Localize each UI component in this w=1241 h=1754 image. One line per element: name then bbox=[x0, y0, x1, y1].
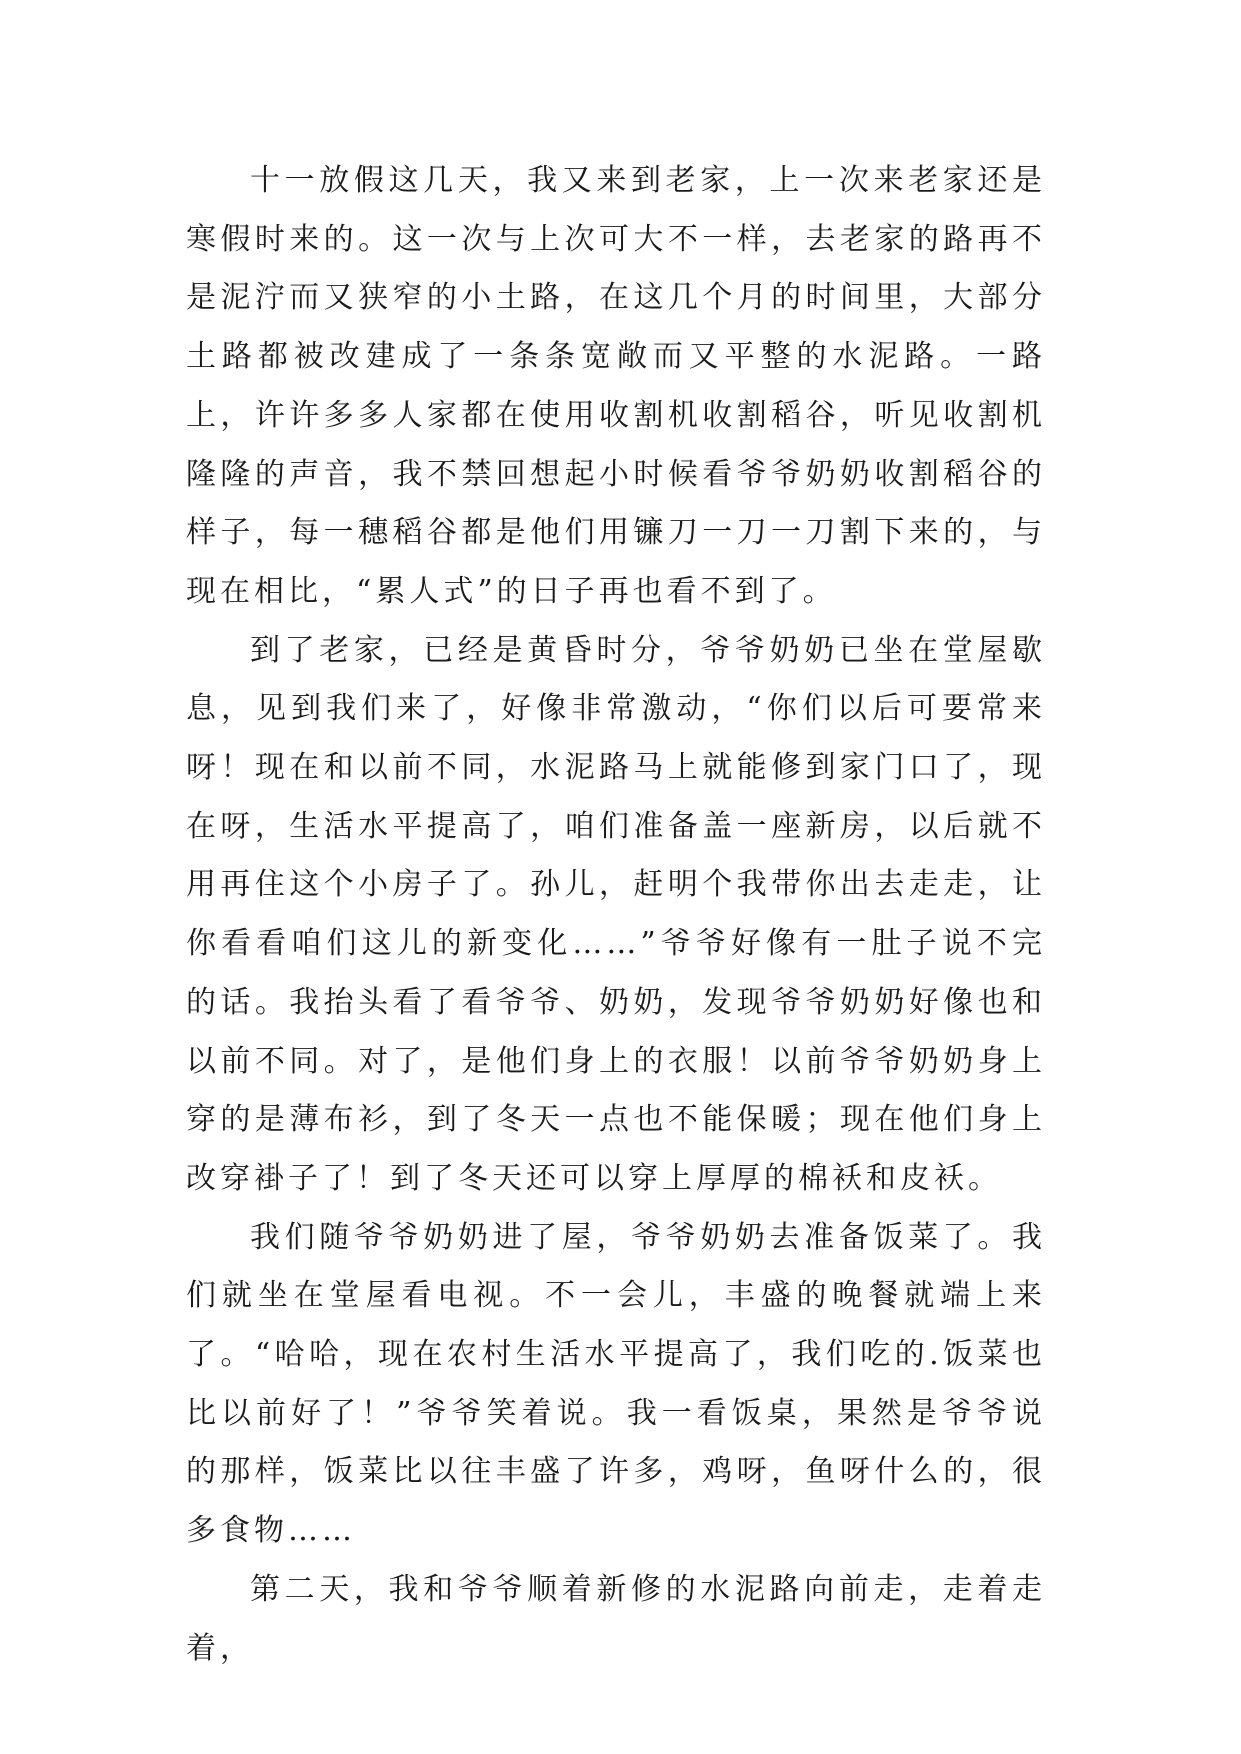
paragraph-3: 我们随爷爷奶奶进了屋，爷爷奶奶去准备饭菜了。我们就坐在堂屋看电视。不一会儿，丰盛的晚餐就端上来了。“哈哈，现在农村生活水平提高了，我们吃的.饭菜也比以前好了！”爷爷笑着说。我一看饭桌，果然是爷爷说的那样，饭菜比以往丰盛了许多，鸡呀，鱼呀什么的，很多食物…… bbox=[186, 1219, 1046, 1549]
essay-body bbox=[186, 152, 1046, 1678]
paragraph-1: 十一放假这几天，我又来到老家，上一次来老家还是寒假时来的。这一次与上次可大不一样，去老家的路再不是泥泞而又狭窄的小土路，在这几个月的时间里，大部分土路都被改建成了一条条宽敞而又平整的水泥路。一路上，许许多多人家都在使用收割机收割稻谷，听见收割机隆隆的声音，我不禁回想起小时候看爷爷奶奶收割稻谷的样子，每一穗稻谷都是他们用镰刀一刀一刀割下来的，与现在相比，“累人式”的日子再也看不到了。 bbox=[186, 163, 1046, 609]
paragraph-4: 第二天，我和爷爷顺着新修的水泥路向前走，走着走着， bbox=[186, 1571, 1046, 1666]
paragraph-2: 到了老家，已经是黄昏时分，爷爷奶奶已坐在堂屋歇息，见到我们来了，好像非常激动，“你们以后可要常来呀！现在和以前不同，水泥路马上就能修到家门口了，现在呀，生活水平提高了，咱们准备盖一座新房，以后就不用再住这个小房子了。孙儿，赶明个我带你出去走走，让你看看咱们这儿的新变化……”爷爷好像有一肚子说不完的话。我抬头看了看爷爷、奶奶，发现爷爷奶奶好像也和以前不同。对了，是他们身上的衣服！以前爷爷奶奶身上穿的是薄布衫，到了冬天一点也不能保暖；现在他们身上改穿褂子了！到了冬天还可以穿上厚厚的棉袄和皮袄。 bbox=[186, 632, 1046, 1196]
